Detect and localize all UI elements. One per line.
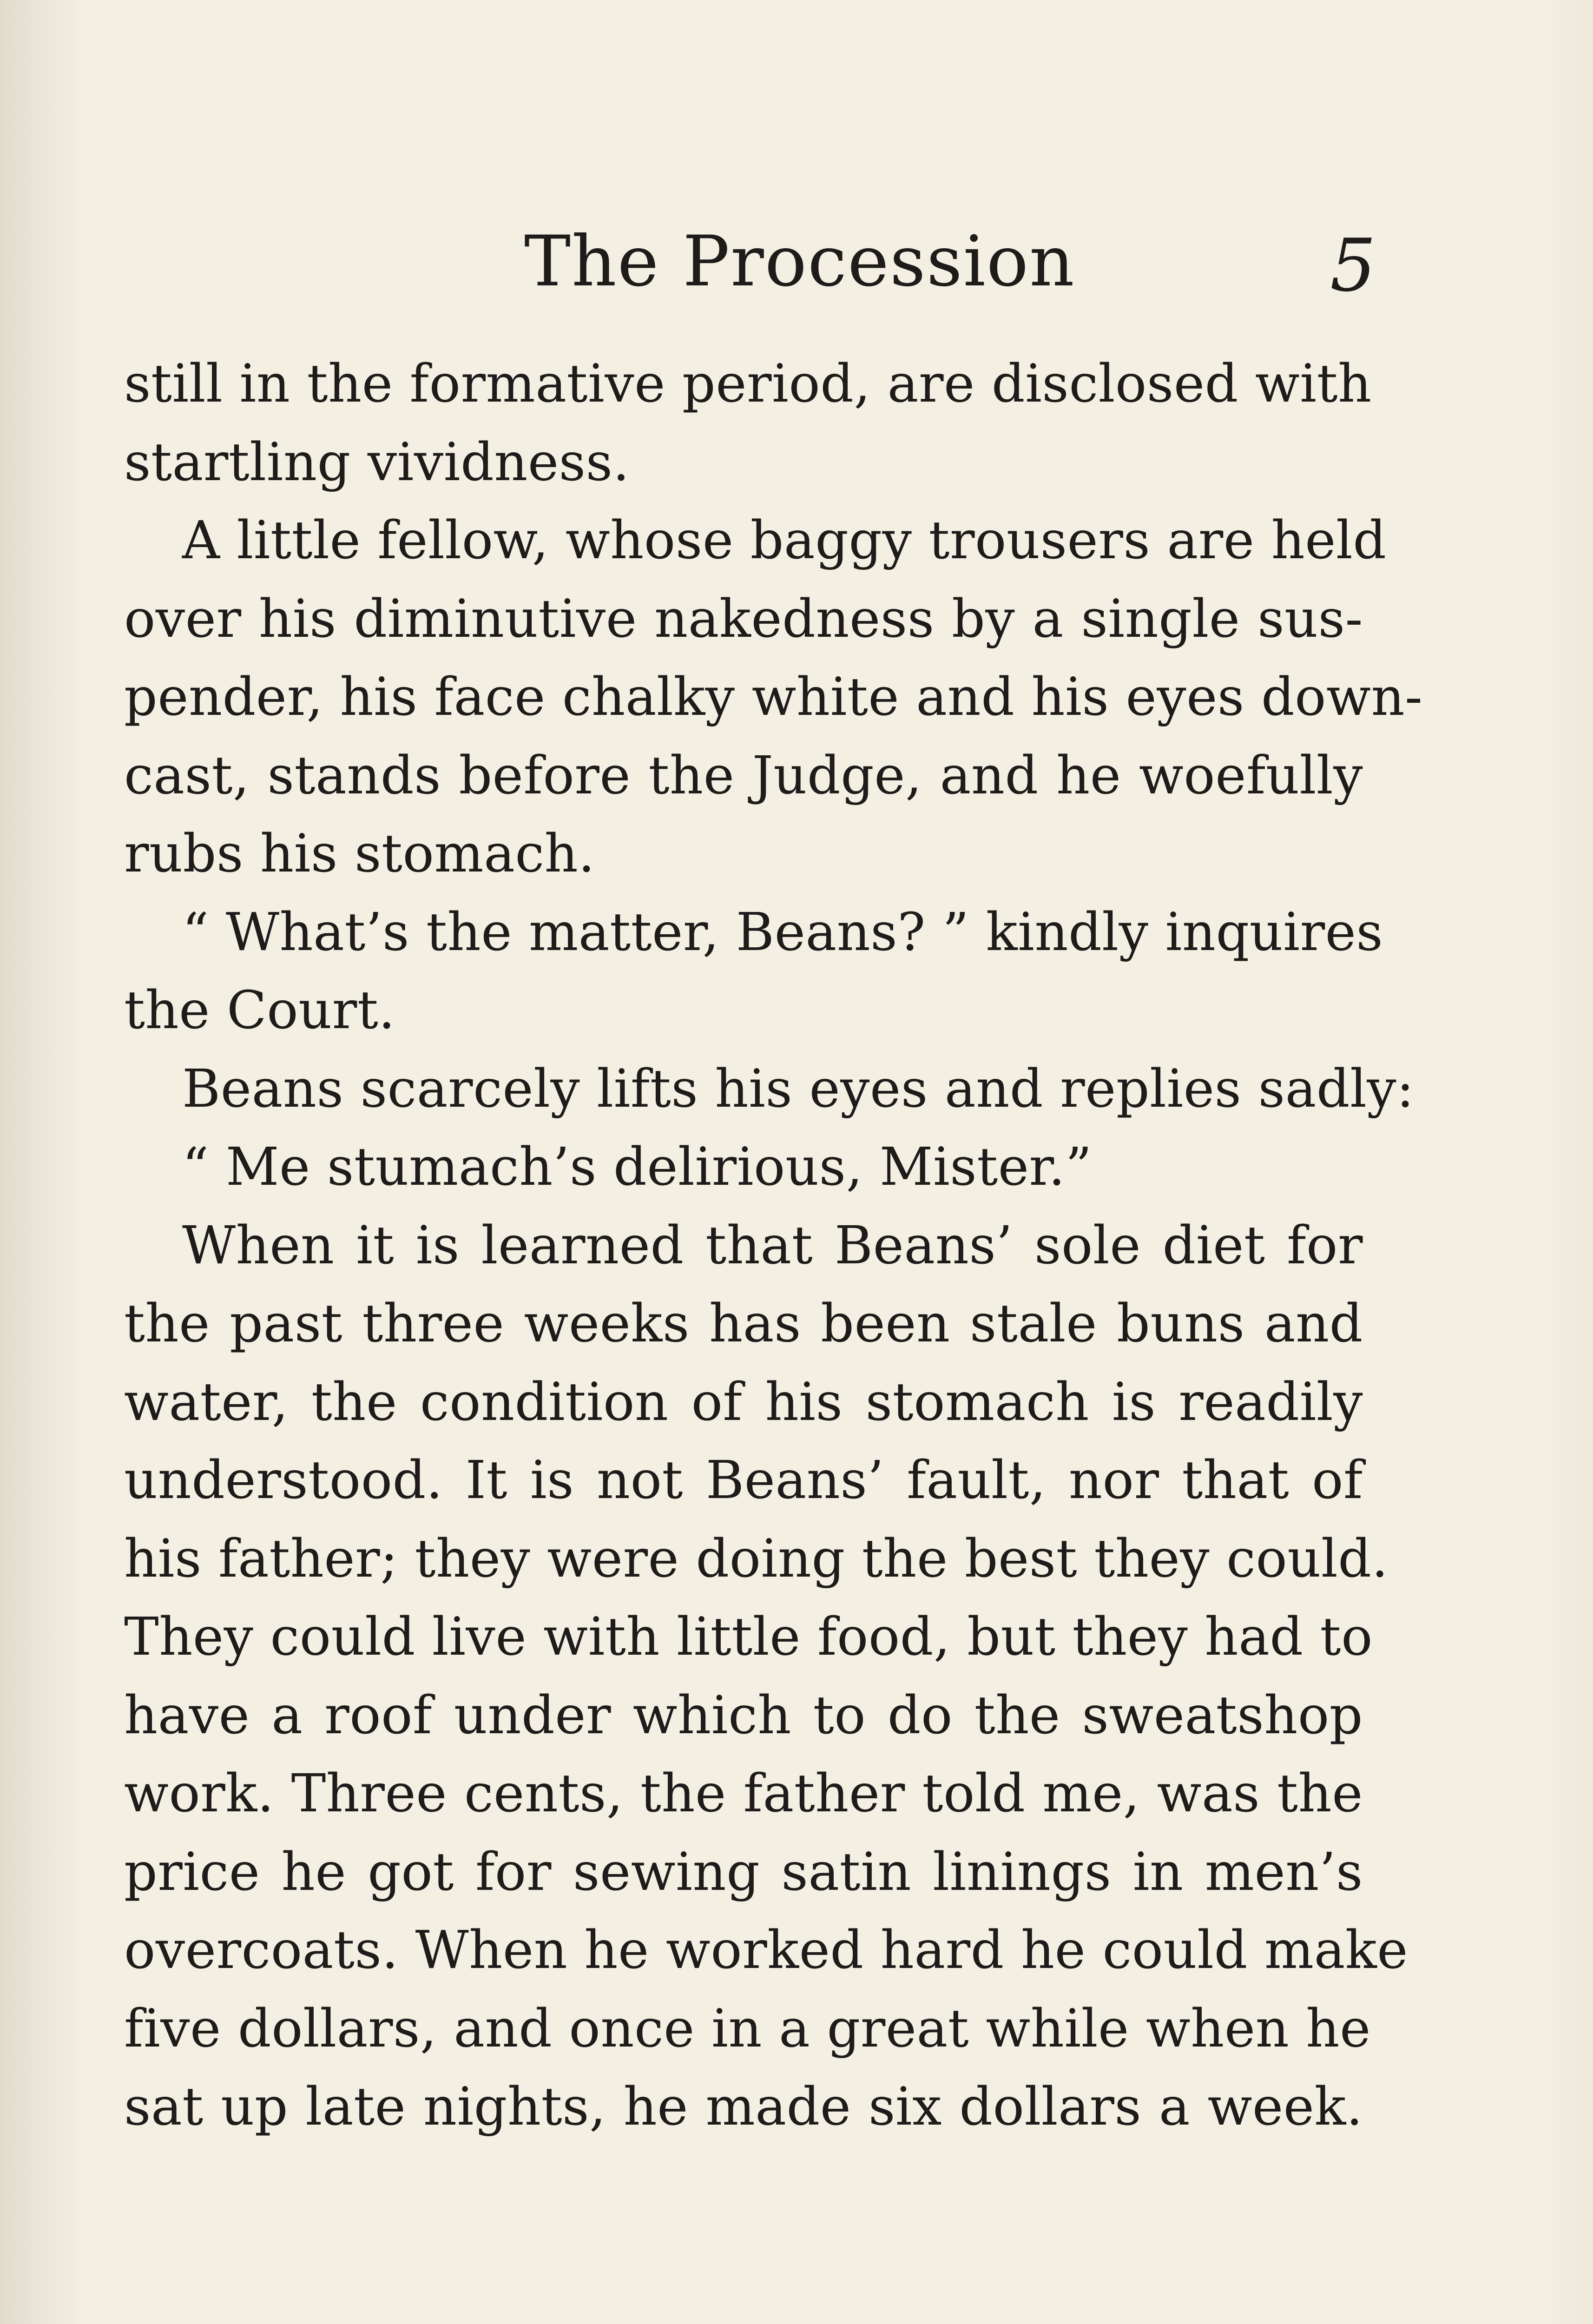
text-line: startling vividness. <box>124 432 630 493</box>
text-line: cast, stands before the Judge, and he woefully <box>124 745 1363 806</box>
text-line: When it is learned that Beans’ sole diet for <box>182 1215 1363 1276</box>
text-line: “ What’s the matter, Beans? ” kindly inquires <box>182 902 1383 963</box>
text-line: A little fellow, whose baggy trousers are held <box>182 510 1387 571</box>
text-line: sat up late nights, he made six dollars a week. <box>124 2077 1363 2137</box>
text-line: overcoats. When he worked hard he could make <box>124 1920 1408 1981</box>
text-line: the Court. <box>124 980 395 1041</box>
text-line: over his diminutive nakedness by a single sus- <box>124 588 1363 649</box>
text-line: work. Three cents, the father told me, was the <box>124 1763 1363 1824</box>
text-line: have a roof under which to do the sweatshop <box>124 1685 1363 1746</box>
text-line: understood. It is not Beans’ fault, nor that of <box>124 1450 1363 1511</box>
body-text <box>124 345 1423 2146</box>
text-line: still in the formative period, are disclosed with <box>124 354 1372 414</box>
text-line: water, the condition of his stomach is readily <box>124 1372 1363 1433</box>
text-line: the past three weeks has been stale buns and <box>124 1294 1363 1354</box>
text-line: “ Me stumach’s delirious, Mister.” <box>182 1137 1093 1197</box>
text-line: rubs his stomach. <box>124 824 595 884</box>
text-line: his father; they were doing the best they could. <box>124 1528 1389 1589</box>
text-line: five dollars, and once in a great while when he <box>124 1998 1371 2059</box>
running-head <box>0 218 1593 306</box>
chapter-title: The Procession <box>524 221 1075 302</box>
text-line: Beans scarcely lifts his eyes and replies sadly: <box>182 1058 1415 1119</box>
page-number: 5 <box>1330 223 1376 308</box>
text-line: price he got for sewing satin linings in men’s <box>124 1842 1363 1902</box>
text-line: They could live with little food, but they had to <box>124 1607 1373 1667</box>
text-line: pender, his face chalky white and his eyes down- <box>124 667 1423 727</box>
